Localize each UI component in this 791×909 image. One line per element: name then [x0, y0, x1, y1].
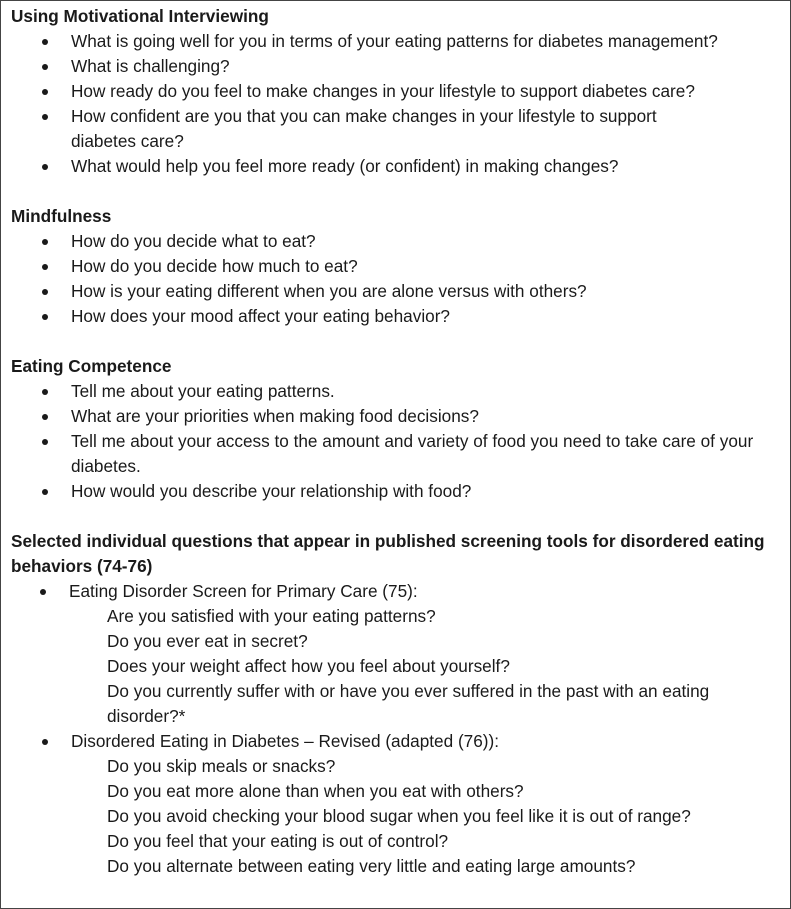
- motivational-interviewing-list: [11, 29, 782, 179]
- bullet-icon: [42, 264, 48, 270]
- section-heading-mindfulness: Mindfulness: [11, 206, 112, 226]
- screening-tools-list: [11, 579, 782, 879]
- bullet-icon: [42, 489, 48, 495]
- bullet-icon: [42, 239, 48, 245]
- screening-question-list: [11, 754, 782, 879]
- list-item: Tell me about your eating patterns.: [11, 379, 782, 404]
- list-item: How do you decide how much to eat?: [11, 254, 782, 279]
- eating-competence-list: [11, 379, 782, 504]
- bullet-icon: [42, 289, 48, 295]
- list-item: What would help you feel more ready (or confident) in making changes?: [11, 154, 782, 179]
- bullet-icon: [42, 39, 48, 45]
- screening-question: Do you alternate between eating very little and eating large amounts?: [107, 856, 636, 876]
- bullet-icon: [42, 114, 48, 120]
- bullet-icon: [42, 739, 48, 745]
- screening-tool-edspc: [11, 579, 782, 729]
- screening-tool-name: Eating Disorder Screen for Primary Care (75):: [69, 581, 418, 601]
- bullet-icon: [42, 64, 48, 70]
- list-item: How do you decide what to eat?: [11, 229, 782, 254]
- screening-tool-name: Disordered Eating in Diabetes – Revised (adapted (76)):: [71, 731, 500, 751]
- list-item: What is going well for you in terms of your eating patterns for diabetes management?: [11, 29, 782, 54]
- screening-question-list: [11, 604, 782, 729]
- list-item: How would you describe your relationship with food?: [11, 479, 782, 504]
- bullet-icon: [42, 389, 48, 395]
- bullet-icon: [42, 314, 48, 320]
- spacer: [11, 504, 782, 529]
- screening-tool-deps-r: [11, 729, 782, 879]
- bullet-icon: [40, 589, 46, 595]
- bullet-icon: [42, 89, 48, 95]
- list-item: How ready do you feel to make changes in your lifestyle to support diabetes care?: [11, 79, 782, 104]
- bullet-icon: [42, 439, 48, 445]
- screening-question: Do you ever eat in secret?: [107, 631, 308, 651]
- screening-question: Do you avoid checking your blood sugar when you feel like it is out of range?: [107, 806, 691, 826]
- list-item: Tell me about your access to the amount and variety of food you need to take care of your diabetes.: [11, 429, 782, 479]
- mindfulness-list: [11, 229, 782, 329]
- screening-question: Does your weight affect how you feel about yourself?: [107, 656, 510, 676]
- question-content: [11, 4, 782, 879]
- list-item: What is challenging?: [11, 54, 782, 79]
- section-heading-eating-competence: Eating Competence: [11, 356, 172, 376]
- screening-question: Are you satisfied with your eating patterns?: [107, 606, 436, 626]
- screening-question: Do you eat more alone than when you eat with others?: [107, 781, 524, 801]
- bullet-icon: [42, 164, 48, 170]
- spacer: [11, 179, 782, 204]
- screening-question: Do you currently suffer with or have you ever suffered in the past with an eating disorder?*: [107, 681, 710, 726]
- section-heading-screening-tools: Selected individual questions that appear in published screening tools for disordered eating behaviors (74-76): [11, 531, 765, 576]
- section-heading-motivational-interviewing: Using Motivational Interviewing: [11, 6, 269, 26]
- list-item: What are your priorities when making food decisions?: [11, 404, 782, 429]
- list-item: How does your mood affect your eating behavior?: [11, 304, 782, 329]
- spacer: [11, 329, 782, 354]
- screening-question: Do you feel that your eating is out of control?: [107, 831, 449, 851]
- list-item: How confident are you that you can make changes in your lifestyle to support diabetes care?: [11, 104, 782, 154]
- list-item: How is your eating different when you are alone versus with others?: [11, 279, 782, 304]
- bullet-icon: [42, 414, 48, 420]
- screening-question: Do you skip meals or snacks?: [107, 756, 336, 776]
